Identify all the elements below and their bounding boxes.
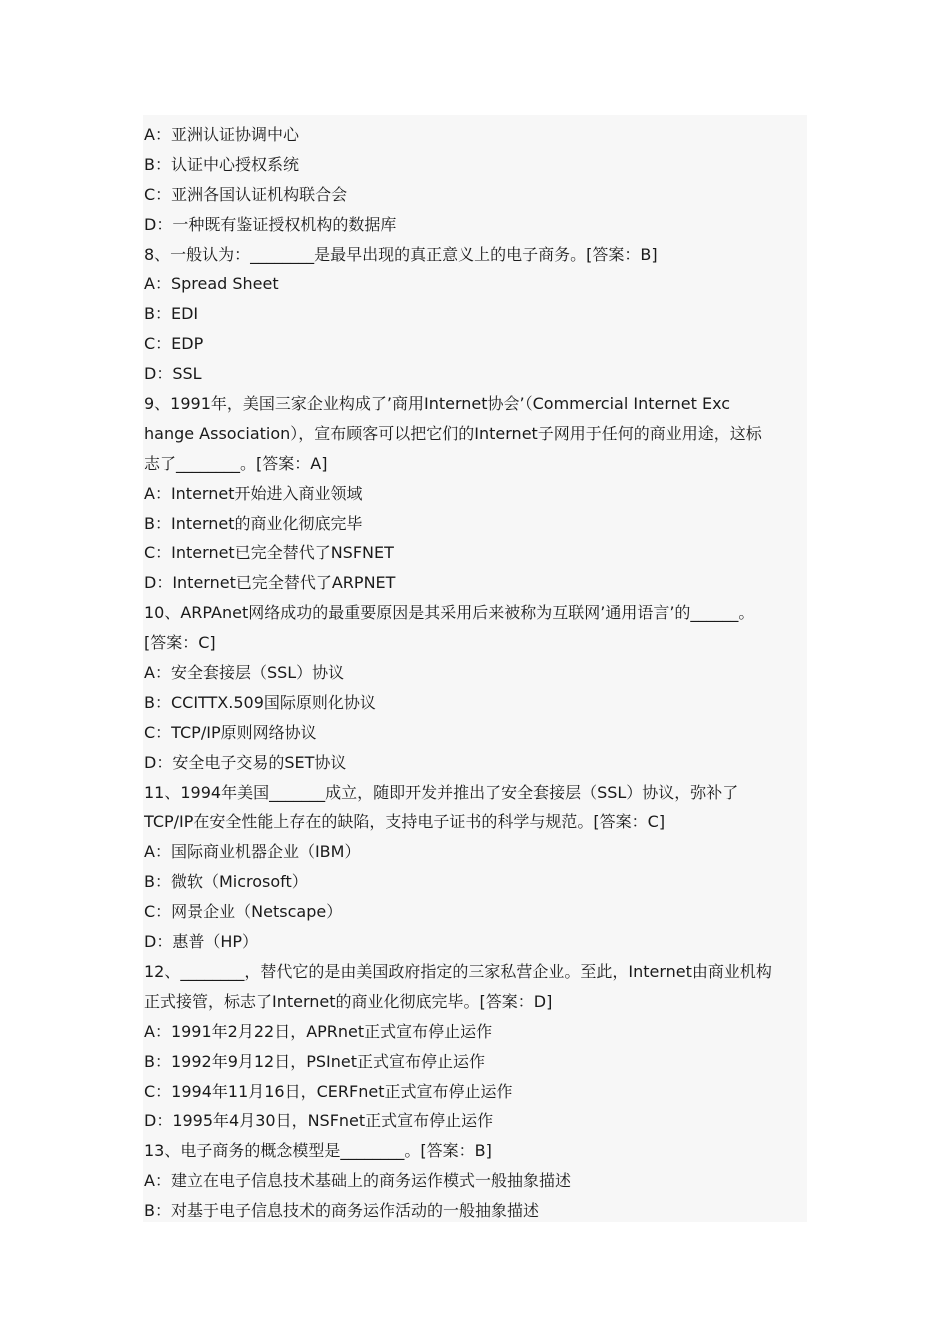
- option-line: B：CCITTX.509国际原则化协议: [144, 692, 376, 712]
- option-line: A：国际商业机器企业（IBM）: [144, 842, 361, 862]
- option-line: A：1991年2月22日，APRnet正式宣布停止运作: [144, 1021, 493, 1041]
- option-line: D：1995年4月30日，NSFnet正式宣布停止运作: [144, 1111, 494, 1131]
- option-line: B：认证中心授权系统: [144, 154, 299, 174]
- question-line: 12、________，替代它的是由美国政府指定的三家私营企业。至此，Internet由商业机构: [144, 961, 772, 981]
- option-line: A：Internet开始进入商业领域: [144, 483, 363, 503]
- question-line: 正式接管，标志了Internet的商业化彻底完毕。[答案：D]: [144, 991, 553, 1011]
- option-line: D：一种既有鉴证授权机构的数据库: [144, 214, 397, 234]
- option-line: B：1992年9月12日，PSInet正式宣布停止运作: [144, 1051, 486, 1071]
- question-line: 9、1991年，美国三家企业构成了’商用Internet协会’（Commercial Internet Exc: [144, 394, 731, 414]
- document-body: [144, 120, 808, 1226]
- option-line: D：SSL: [144, 364, 202, 384]
- option-line: C：Internet已完全替代了NSFNET: [144, 543, 394, 563]
- option-line: C：网景企业（Netscape）: [144, 902, 343, 922]
- option-line: A：Spread Sheet: [144, 274, 279, 294]
- question-line: 10、ARPAnet网络成功的最重要原因是其采用后来被称为互联网’通用语言’的______。: [144, 603, 755, 623]
- question-line: 志了________。[答案：A]: [144, 453, 328, 473]
- option-line: C：1994年11月16日，CERFnet正式宣布停止运作: [144, 1081, 513, 1101]
- question-line: 8、一般认为：________是最早出现的真正意义上的电子商务。[答案：B]: [144, 244, 658, 264]
- question-line: 11、1994年美国_______成立，随即开发并推出了安全套接层（SSL）协议，弥补了: [144, 782, 739, 802]
- option-line: A：建立在电子信息技术基础上的商务运作模式一般抽象描述: [144, 1171, 571, 1191]
- option-line: A：亚洲认证协调中心: [144, 125, 299, 144]
- question-line: hange Association），宣布顾客可以把它们的Internet子网用于任何的商业用途，这标: [144, 423, 762, 443]
- option-line: A：安全套接层（SSL）协议: [144, 663, 345, 683]
- option-line: C：EDP: [144, 334, 204, 354]
- option-line: D：惠普（HP）: [144, 932, 259, 952]
- option-line: B：Internet的商业化彻底完毕: [144, 513, 363, 533]
- question-line: TCP/IP在安全性能上存在的缺陷，支持电子证书的科学与规范。[答案：C]: [144, 812, 666, 832]
- option-line: D：Internet已完全替代了ARPNET: [144, 573, 396, 593]
- option-line: C：亚洲各国认证机构联合会: [144, 184, 348, 204]
- option-line: D：安全电子交易的SET协议: [144, 752, 347, 772]
- option-line: B：对基于电子信息技术的商务运作活动的一般抽象描述: [144, 1201, 539, 1221]
- question-line: 13、电子商务的概念模型是________。[答案：B]: [144, 1141, 492, 1161]
- option-line: B：微软（Microsoft）: [144, 872, 308, 892]
- option-line: C：TCP/IP原则网络协议: [144, 722, 317, 742]
- option-line: B：EDI: [144, 304, 199, 324]
- question-line: [答案：C]: [144, 633, 216, 653]
